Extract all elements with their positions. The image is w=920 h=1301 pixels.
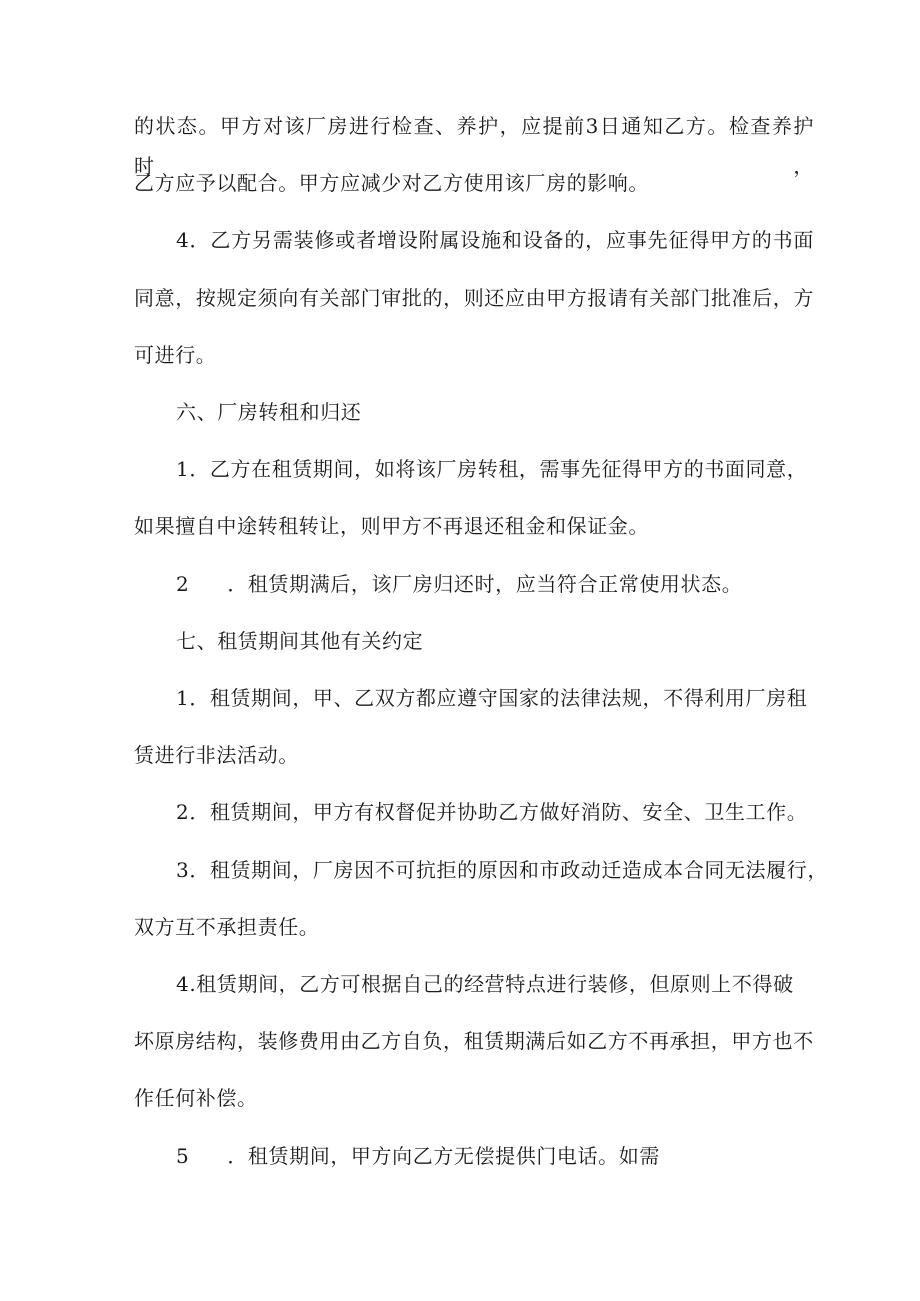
text-line: 如果擅自中途转租转让，则甲方不再退还租金和保证金。 [134, 514, 649, 538]
text-line: 1．租赁期间，甲、乙双方都应遵守国家的法律法规，不得利用厂房租 [176, 686, 808, 710]
text-line: 3．租赁期间，厂房因不可抗拒的原因和市政动迁造成本合同无法履行， [176, 858, 828, 882]
text-line: 2．租赁期间，甲方有权督促并协助乙方做好消防、安全、卫生工作。 [176, 800, 808, 824]
text-line: 赁进行非法活动。 [134, 743, 299, 767]
item-number: 2 [176, 572, 190, 596]
text-line: 同意，按规定须向有关部门审批的，则还应由甲方报请有关部门批准后，方 [134, 286, 814, 310]
text-line [176, 564, 856, 604]
text-line: 坏原房结构，装修费用由乙方自负，租赁期满后如乙方不再承担，甲方也不 [134, 1029, 814, 1053]
section-heading: 六、厂房转租和归还 [176, 400, 362, 424]
item-text: ．租赁期满后，该厂房归还时，应当符合正常使用状态。 [227, 572, 743, 596]
text-line: 1．乙方在租赁期间，如将该厂房转租，需事先征得甲方的书面同意， [176, 457, 808, 481]
section-heading: 七、租赁期间其他有关约定 [176, 629, 424, 653]
text-line: 可进行。 [134, 343, 217, 367]
item-text: ．租赁期间，甲方向乙方无偿提供门电话。如需 [227, 1144, 660, 1168]
text-line: 双方互不承担责任。 [134, 915, 320, 939]
item-number: 5 [176, 1144, 190, 1168]
text-line: 4．乙方另需装修或者增设附属设施和设备的，应事先征得甲方的书面 [176, 228, 814, 252]
text-line [176, 1136, 856, 1176]
text-line: 4.租赁期间，乙方可根据自己的经营特点进行装修，但原则上不得破 [176, 972, 794, 996]
text-line: 的状态。甲方对该厂房进行检查、养护，应提前3日通知乙方。检查养护时， [134, 114, 814, 178]
text-line: 乙方应予以配合。甲方应减少对乙方使用该厂房的影响。 [134, 171, 649, 195]
text-line: 作任何补偿。 [134, 1086, 258, 1110]
